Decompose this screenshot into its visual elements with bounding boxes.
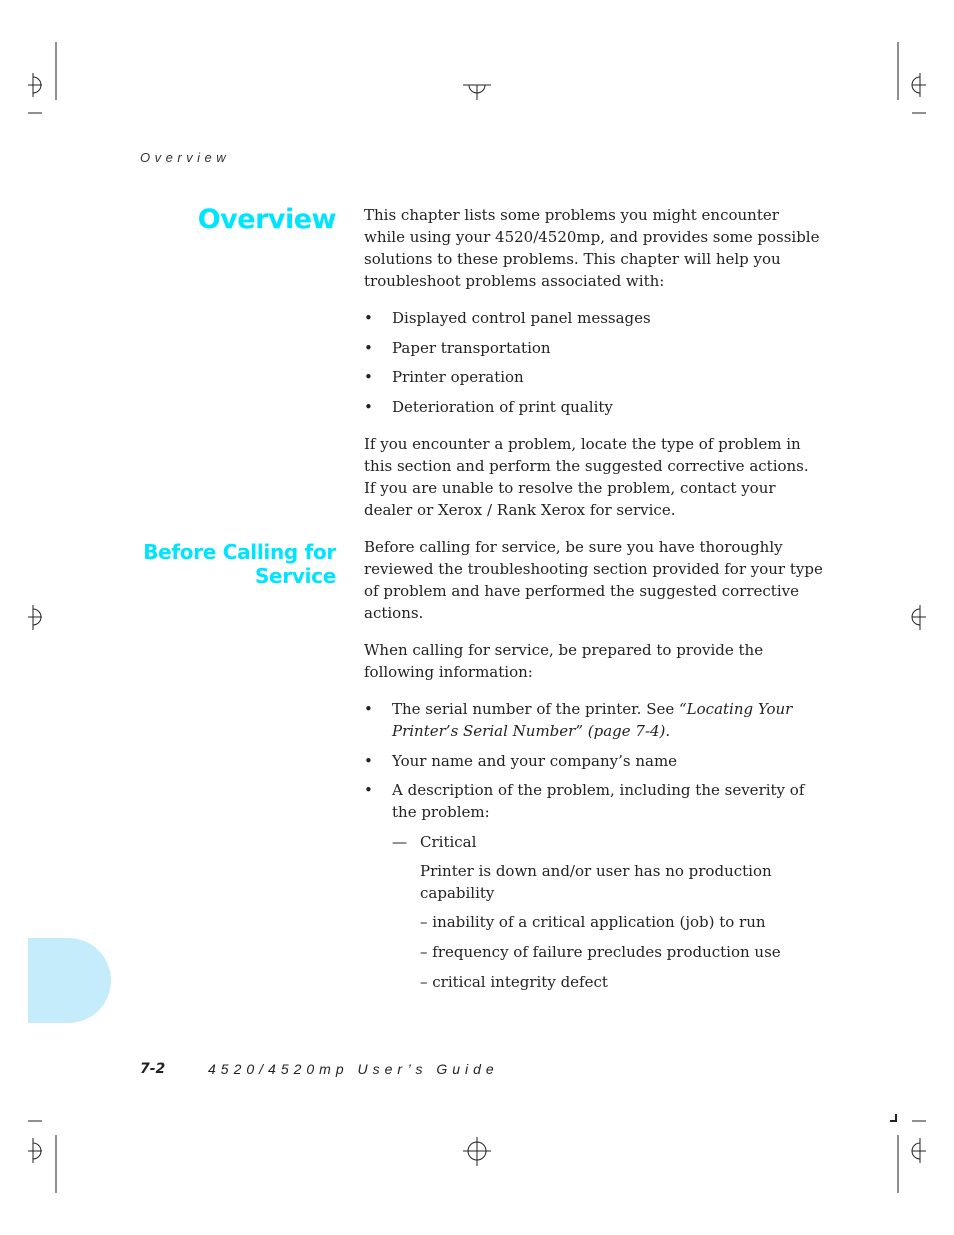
- overview-heading: Overview: [197, 204, 336, 235]
- running-header: Overview: [140, 150, 231, 165]
- overview-closing: If you encounter a problem, locate the type of problem in this section and perform the suggested corrective actions. If you are unable to resolve the problem, contact your dealer or Xerox / Rank Xerox for service.: [364, 435, 809, 519]
- chapter-tab: [28, 938, 111, 1023]
- severity-dash: —: [392, 833, 407, 851]
- overview-intro: This chapter lists some problems you might encounter while using your 4520/4520mp, and provides some possible solutions to these problems. This chapter will help you troubleshoot problems associated with:: [364, 206, 820, 290]
- severity-label: Critical: [420, 833, 477, 851]
- page-number: 7-2: [140, 1061, 166, 1077]
- severity-sub-item: – inability of a critical application (job) to run: [420, 913, 766, 931]
- severity-description: Printer is down and/or user has no production capability: [420, 862, 772, 902]
- guide-title: 4520/4520mp User’s Guide: [208, 1061, 499, 1077]
- serial-number-link[interactable]: “Locating Your Printer’s Serial Number” (page 7-4): [392, 700, 793, 740]
- before-calling-heading: Before Calling for Service: [143, 540, 336, 588]
- before-calling-para1: Before calling for service, be sure you have thoroughly reviewed the troubleshooting section provided for your type of problem and have performed the suggested corrective actions.: [364, 538, 823, 622]
- before-calling-para2: When calling for service, be prepared to provide the following information:: [364, 641, 764, 681]
- severity-sub-item: – critical integrity defect: [420, 973, 608, 991]
- severity-sub-item: – frequency of failure precludes production use: [420, 943, 781, 961]
